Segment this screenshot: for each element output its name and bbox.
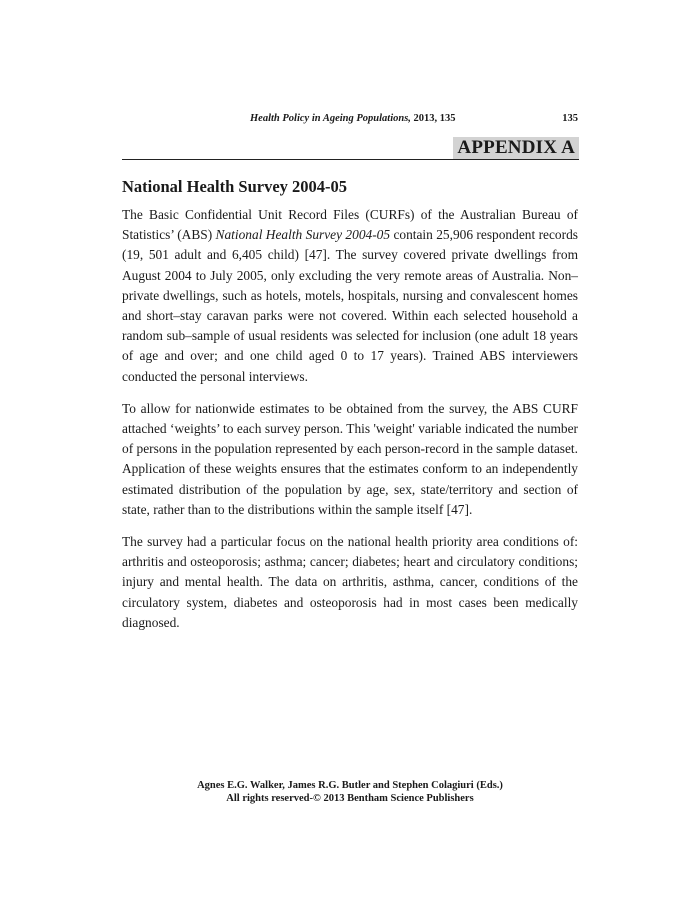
paragraph-1 — [122, 205, 578, 387]
body-text — [122, 205, 578, 645]
paragraph-2: To allow for nationwide estimates to be obtained from the survey, the ABS CURF attached ‘weights’ to each survey person. This 'weight' variable indicated the number of persons in the population represented by each person-record in the sample dataset. Application of these weights ensures that the estimates conform to an independently estimated distribution of the population by age, sex, state/territory and section of state, rather than to the distributions within the sample itself [47]. — [122, 400, 578, 517]
header-divider — [122, 159, 579, 160]
paragraph-3: The survey had a particular focus on the national health priority area conditions of: arthritis and osteoporosis; asthma; cancer; diabetes; heart and circulatory conditions; injury and mental health. The data on arthritis, asthma, cancer, conditions of the circulatory system, diabetes and osteoporosis had in most cases been medically diagnosed. — [122, 534, 578, 630]
paragraph-1-rest: contain 25,906 respondent records (19, 501 adult and 6,405 child) [47]. The survey covered private dwellings from August 2004 to July 2005, only excluding the very remote areas of Australia. Non–private dwellings, such as hotels, motels, hospitals, nursing and convalescent homes and short–stay caravan parks were not covered. Within each selected household a random sub–sample of usual residents was selected for inclusion (one adult 18 years of age and over; and one child aged 0 to 17 years). Trained ABS interviewers conducted the personal interviews. — [122, 227, 578, 384]
footer-editors: Agnes E.G. Walker, James R.G. Butler and Stephen Colagiuri (Eds.) — [197, 780, 503, 791]
page-number: 135 — [562, 113, 578, 124]
footer-rights: All rights reserved-© 2013 Bentham Science Publishers — [226, 793, 474, 804]
running-head — [122, 113, 578, 129]
section-heading: National Health Survey 2004-05 — [122, 177, 348, 196]
journal-citation — [250, 113, 456, 124]
paragraph-1-intro: The Basic Confidential Unit Record Files (CURFs) of the Australian Bureau of Statistics’ (ABS) — [122, 207, 578, 243]
appendix-label: APPENDIX A — [453, 137, 579, 159]
journal-title: Health Policy in Ageing Populations, — [250, 113, 411, 124]
survey-title-italic: National Health Survey 2004-05 — [215, 227, 391, 243]
journal-year-page: 2013, 135 — [410, 113, 456, 124]
footer — [0, 779, 700, 805]
